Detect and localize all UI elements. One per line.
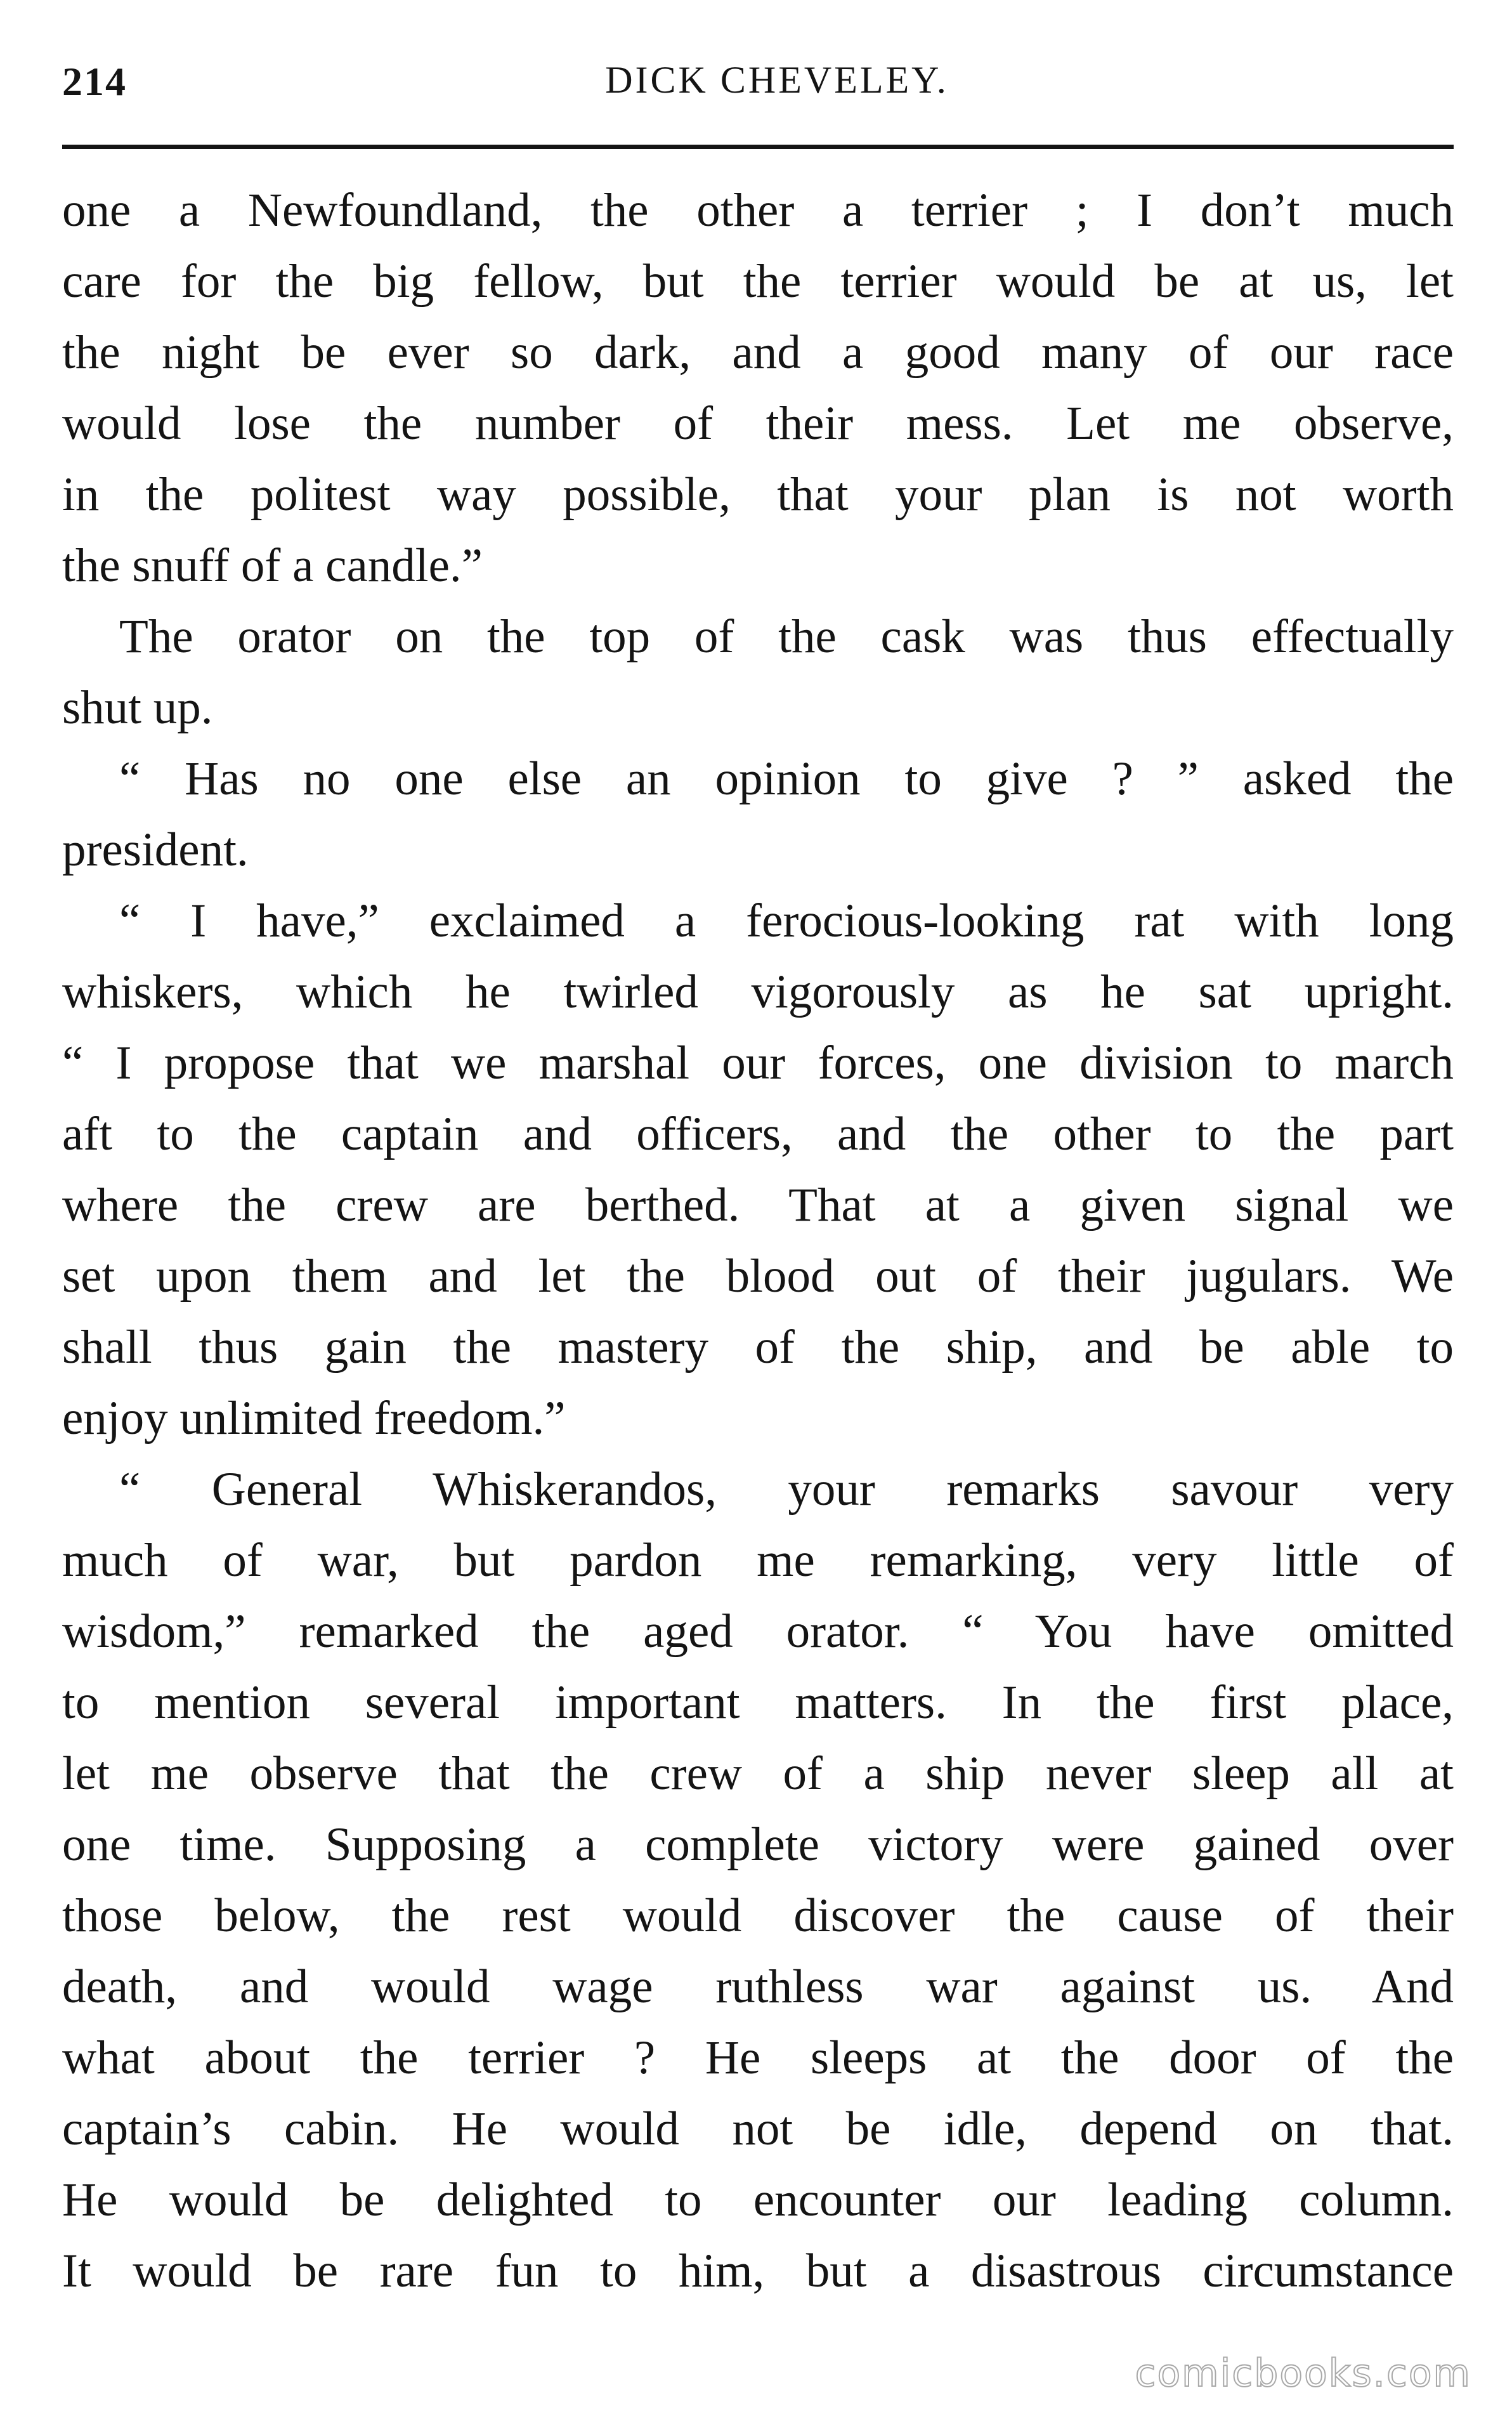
watermark: comicbooks.com bbox=[1135, 2351, 1471, 2396]
text-line: “ General Whiskerandos, your remarks savour very bbox=[119, 1463, 1454, 1516]
text-line: “ I have,” exclaimed a ferocious-looking rat with long bbox=[119, 895, 1454, 947]
header-rule bbox=[62, 145, 1454, 149]
page-header bbox=[62, 58, 1454, 122]
text-line: would lose the number of their mess. Let me observe, bbox=[62, 397, 1454, 450]
text-line: death, and would wage ruthless war against us. And bbox=[62, 1960, 1454, 2013]
page-number: 214 bbox=[62, 59, 127, 104]
text-line: “ I propose that we marshal our forces, one division to march bbox=[62, 1037, 1454, 1089]
text-line: shall thus gain the mastery of the ship, and be able to bbox=[62, 1321, 1454, 1374]
text-line: what about the terrier ? He sleeps at the door of the bbox=[62, 2031, 1454, 2084]
text-line: He would be delighted to encounter our leading column. bbox=[62, 2174, 1454, 2226]
text-line: whiskers, which he twirled vigorously as he sat upright. bbox=[62, 966, 1454, 1018]
text-line: to mention several important matters. In the first place, bbox=[62, 1676, 1454, 1729]
text-line: The orator on the top of the cask was thus effectually bbox=[119, 610, 1454, 663]
text-line: one a Newfoundland, the other a terrier ; I don’t much bbox=[62, 184, 1454, 237]
body-text bbox=[62, 175, 1454, 2307]
text-line: much of war, but pardon me remarking, very little of bbox=[62, 1534, 1454, 1587]
text-line: one time. Supposing a complete victory were gained over bbox=[62, 1818, 1454, 1871]
text-line: aft to the captain and officers, and the other to the part bbox=[62, 1108, 1454, 1160]
text-line: in the politest way possible, that your plan is not worth bbox=[62, 468, 1454, 521]
text-line: It would be rare fun to him, but a disastrous circumstance bbox=[62, 2245, 1454, 2297]
text-line: “ Has no one else an opinion to give ? ” asked the bbox=[119, 752, 1454, 805]
text-line: wisdom,” remarked the aged orator. “ You have omitted bbox=[62, 1605, 1454, 1658]
text-line: captain’s cabin. He would not be idle, depend on that. bbox=[62, 2103, 1454, 2155]
text-line: the night be ever so dark, and a good many of our race bbox=[62, 326, 1454, 379]
text-line: care for the big fellow, but the terrier would be at us, let bbox=[62, 255, 1454, 308]
text-line: enjoy unlimited freedom.” bbox=[62, 1392, 566, 1445]
text-line: let me observe that the crew of a ship never sleep all at bbox=[62, 1747, 1454, 1800]
text-line: where the crew are berthed. That at a given signal we bbox=[62, 1179, 1454, 1231]
text-line: president. bbox=[62, 823, 249, 876]
text-line: set upon them and let the blood out of their jugulars. We bbox=[62, 1250, 1454, 1302]
text-line: those below, the rest would discover the cause of their bbox=[62, 1889, 1454, 1942]
running-head: DICK CHEVELEY. bbox=[605, 59, 949, 101]
text-line: the snuff of a candle.” bbox=[62, 539, 483, 592]
text-line: shut up. bbox=[62, 681, 213, 734]
